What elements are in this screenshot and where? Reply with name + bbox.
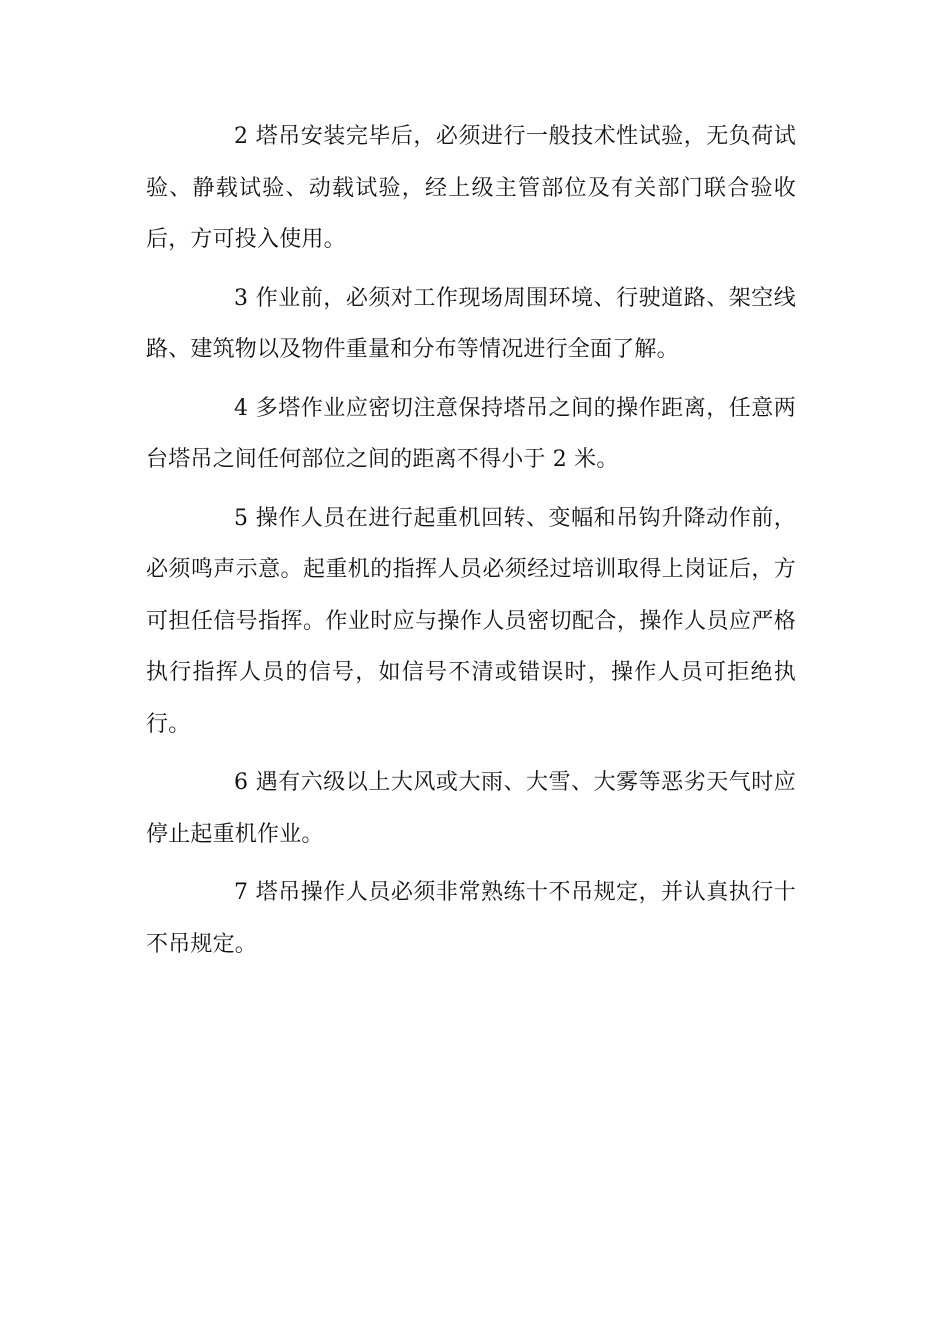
paragraph-item-4: 4 多塔作业应密切注意保持塔吊之间的操作距离，任意两台塔吊之间任何部位之间的距离不得小于 2 米。 xyxy=(146,395,796,472)
paragraph-item-5: 5 操作人员在进行起重机回转、变幅和吊钩升降动作前，必须鸣声示意。起重机的指挥人员必须经过培训取得上岗证后，方可担任信号指挥。作业时应与操作人员密切配合，操作人员应严格执行指挥人员的信号，如信号不清或错误时，操作人员可拒绝执行。 xyxy=(146,505,796,737)
paragraph-item-3: 3 作业前，必须对工作现场周围环境、行驶道路、架空线路、建筑物以及物件重量和分布等情况进行全面了解。 xyxy=(146,285,796,362)
document-body xyxy=(146,111,796,977)
paragraph-item-7: 7 塔吊操作人员必须非常熟练十不吊规定，并认真执行十不吊规定。 xyxy=(146,880,796,957)
paragraph-item-6: 6 遇有六级以上大风或大雨、大雪、大雾等恶劣天气时应停止起重机作业。 xyxy=(146,770,796,847)
paragraph-item-2: 2 塔吊安装完毕后，必须进行一般技术性试验，无负荷试验、静载试验、动载试验，经上级主管部位及有关部门联合验收后，方可投入使用。 xyxy=(146,124,796,252)
